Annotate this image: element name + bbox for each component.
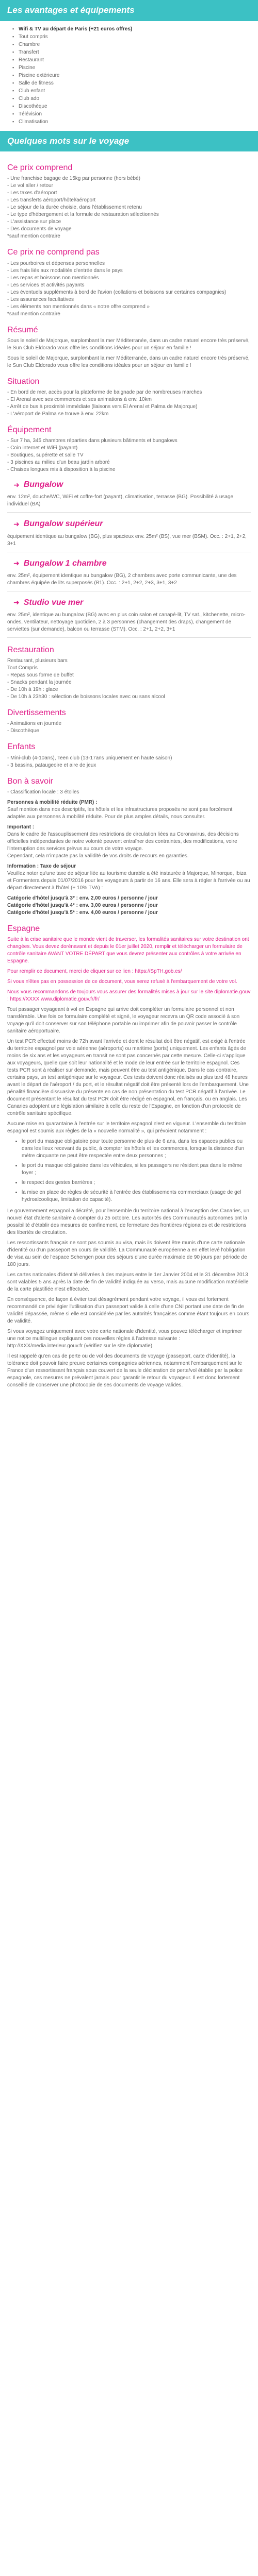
advantage-item: ▪ Discothèque [19, 103, 251, 110]
equipment-line: - Sur 7 ha, 345 chambres réparties dans plusieurs bâtiments et bungalows [7, 438, 178, 444]
advantage-item: ▪ Piscine extérieure [19, 72, 251, 79]
room-heading[interactable] [13, 557, 251, 569]
children-line: - 3 bassins, pataugeoire et aire de jeux [7, 762, 96, 768]
spain-alert-1: Suite à la crise sanitaire que le monde vient de traverser, les formalités sanitaires sur votre destination ont changées. Vous devez dorénavant et depuis le 01er juillet 2020, remplir et télécharger un formulaire de contrôle sanitaire AVANT VOTRE DÉPART que vous devrez présenter aux contrôles à votre arrivée en Espagne. [7, 936, 249, 964]
spain-title: Espagne [7, 924, 40, 933]
advantage-item: ▪ Club ado [19, 95, 251, 103]
divider [7, 637, 251, 638]
entertainment-list [7, 720, 251, 735]
room-name: Bungalow 1 chambre [23, 558, 107, 568]
rooms [7, 479, 251, 638]
price-excluded-list [7, 260, 251, 318]
spain-paragraph-1: Tout passager voyageant à vol en Espagne qui arrive doit compléter un formulaire personnel et non transférable. Une fois ce formulaire complété et signé, le voyageur recevra un QR code associé à son voyage qu'il doit conserver sur son téléphone portable ou imprimer afin de pouvoir passer le contrôle sanitaire aéroportuaire. [7, 1006, 240, 1034]
tax-lines [7, 895, 251, 917]
equipment-line: - 3 piscines au milieu d'un beau jardin arboré [7, 460, 110, 466]
arrow-right-icon: ➜ [13, 598, 20, 607]
important [7, 824, 251, 860]
included-line: - Les taxes d'aéroport [7, 190, 57, 196]
price-included-list [7, 175, 251, 240]
advantage-item: ▪ Tout compris [19, 33, 251, 41]
summary-text-2: Sous le soleil de Majorque, surplombant la mer Méditerranée, dans un cadre naturel encore très préservé, le Sun Club Eldorado vous offre les conditions idéales pour un séjour en famille ! [7, 355, 250, 368]
tourist-tax [7, 863, 251, 892]
restaurant-line: Tout Compris [7, 665, 38, 671]
reduced-mobility [7, 799, 251, 821]
advantages-band: Les avantages et équipements [0, 0, 258, 21]
summary-text-1: Sous le soleil de Majorque, surplombant la mer Méditerranée, dans un cadre naturel encore très préservé, le Sun Club Eldorado vous offre les conditions idéales pour un séjour en famille ! [7, 337, 250, 351]
advantage-item: ▪ Chambre [19, 41, 251, 48]
spain-paragraph-2: Un test PCR effectué moins de 72h avant l'arrivée et dont le résultat doit être négatif, est exigé à l'entrée du territoire espagnol par voie aérienne (aéroports) ou maritime (ports) uniquement. Les enfants âgés de moins de six ans et les voyageurs en transit ne sont pas concernés par cette mesure. Celle-ci s'applique aux voyageurs, quelle que soit leur nationalité et le mode de leur entrée sur le territoire espagnol. Ces tests PCR sont à réaliser sur demande, mais peuvent être au test antigénique. Dans le cas contraire, certains pays, un test antigénique sur le voyageur. Ces tests doivent donc réalisés au plus tard 48 heures avant le départ de l'aéroport / du port, et le résultat négatif doit être présenté lors de l'embarquement. Une pénalité financière dissuasive du présente en cas de non présentation du test PCR négatif à l'arrivée. Le document présentant le résultat du test PCR doit être rédigé en espagnol, en français, ou en anglais. Les Canaries adoptent une législation similaire à celle du reste de l'Espagne, en fonction d'un protocole de contrôle sanitaire spécifique. [7, 1038, 249, 1116]
tourist-tax-label: Information : Taxe de séjour [7, 863, 76, 869]
good-to-know-line: - Classification locale : 3 étoiles [7, 789, 79, 795]
summary-title: Résumé [7, 325, 38, 334]
equipment-line: - Chaises longues mis à disposition à la piscine [7, 467, 116, 473]
excluded-line: - Les services et activités payants [7, 282, 85, 288]
equipment-line: - Boutiques, supérette et salle TV [7, 452, 84, 459]
tax-line: Catégorie d'hôtel jusqu'à 3* : env. 2,00 euros / personne / jour [7, 895, 158, 901]
included-line: - L'assistance sur place [7, 219, 61, 225]
divider [7, 512, 251, 513]
excluded-line: - Les assurances facultatives [7, 296, 74, 302]
room-description: équipement identique au bungalow (BG), plus spacieux env. 25m² (BS), vue mer (BSM). Occ. : 2+1, 2+2, 3+1 [7, 533, 247, 547]
restaurant-line: - Snacks pendant la journée [7, 680, 72, 686]
included-line: *sauf mention contraire [7, 233, 60, 240]
room-description: env. 25m², équipement identique au bungalow (BG), 2 chambres avec porte communicante, une des chambres équipée de lits superposés (B1). Occ. : 2+1, 2+2, 2+3, 3+1, 3+2 [7, 572, 237, 586]
advantage-item: ▪ Télévision [19, 110, 251, 118]
tax-line: Catégorie d'hôtel jusqu'à 4* : env. 3,00 euros / personne / jour [7, 902, 158, 908]
restaurant-list [7, 657, 251, 701]
advantage-item: ▪ Wifi & TV au départ de Paris (+21 euros offres) [19, 25, 251, 33]
room-name: Bungalow [23, 480, 63, 489]
spain-paragraph-5: Les ressortissants français ne sont pas soumis au visa, mais ils doivent être munis d'une carte nationale d'identité ou d'un passeport en cours de validité. La Communauté européenne a en effet levé l'obligation de visa au sein de l'espace Schengen pour des séjours d'une durée maximale de 90 jours par période de 180 jours. [7, 1240, 247, 1267]
excluded-line: - Les éléments non mentionnés dans « notre offre comprend » [7, 303, 150, 310]
arrow-right-icon: ➜ [13, 559, 20, 568]
advantages-section [0, 21, 258, 131]
important-text-2: Cependant, cela n'impacte pas la validité de vos droits de recours en garanties. [7, 853, 189, 859]
spain-paragraph-4: Le gouvernement espagnol a décrété, pour l'ensemble du territoire national à l'exception des Canaries, un nouvel état d'alerte sanitaire à compter du 25 octobre. Les autorités des Communautés autonomes ont la possibilité d'établir des mesures de confinement, de fermeture des frontières régionales et de restrictions des libertés de circulation. [7, 1208, 250, 1235]
advantage-item: ▪ Club enfant [19, 87, 251, 95]
children-line: - Mini-club (4-10ans), Teen club (13-17ans uniquement en haute saison) [7, 755, 172, 761]
price-excluded-title: Ce prix ne comprend pas [7, 248, 100, 257]
details-section [0, 151, 258, 1397]
room-description: env. 25m², identique au bungalow (BG) avec en plus coin salon et canapé-lit, TV sat., kitchenette, micro-ondes, ventilateur, nettoyage quotidien, 2 à 3 personnes (changement des draps), changement de serviettes (sur demande), balcon ou terrasse (STM). Occ. : 2+1, 2+2, 3+1 [7, 612, 246, 632]
children-list [7, 755, 251, 769]
tax-line: Catégorie d'hôtel jusqu'à 5* : env. 4,00 euros / personne / jour [7, 909, 158, 916]
entertainment-line: - Animations en journée [7, 721, 62, 727]
reduced-mobility-text: Sauf mention dans nos descriptifs, les hôtels et les infrastructures proposés ne sont pas forcément adaptés aux personnes à mobilité réduite. Pour de plus amples détails, nous consulter. [7, 806, 233, 820]
restaurant-line: Restaurant, plusieurs bars [7, 658, 68, 664]
advantage-item: ▪ Salle de fitness [19, 79, 251, 87]
excluded-line: - Les pourboires et dépenses personnelles [7, 260, 105, 266]
room-name: Studio vue mer [23, 598, 84, 607]
spain-paragraph-3: Aucune mise en quarantaine à l'entrée sur le territoire espagnol n'est en vigueur. L'ensemble du territoire espagnol est soumis aux règles de la « nouvelle normalité », qui prévoient notamment : [7, 1121, 247, 1134]
situation-title: Situation [7, 377, 40, 386]
room-name: Bungalow supérieur [23, 519, 103, 529]
equipment-list [7, 437, 251, 473]
situation-line: - Arrêt de bus à proximité immédiate (liaisons vers El Arenal et Palma de Majorque) [7, 404, 198, 410]
included-line: - Le séjour de la durée choisie, dans l'établissement retenu [7, 205, 142, 211]
included-line: - Les transferts aéroport/hôtel/aéroport [7, 197, 96, 204]
room-heading[interactable] [13, 597, 251, 608]
spain-bullet: • le port du masque obligatoire dans les véhicules, si les passagers ne résident pas dans le même foyer ; [22, 1162, 251, 1177]
restaurant-line: - Repas sous forme de buffet [7, 672, 74, 679]
spain-alert-3: Si vous n'êtes pas en possession de ce document, vous serez refusé à l'embarquement de votre vol. [7, 978, 237, 985]
included-line: - Des documents de voyage [7, 226, 72, 232]
equipment-title: Équipement [7, 426, 52, 435]
arrow-right-icon: ➜ [13, 480, 20, 489]
details-band: Quelques mots sur le voyage [0, 131, 258, 152]
good-to-know-list [7, 789, 251, 796]
situation-list [7, 389, 251, 418]
spain-bullets [7, 1138, 251, 1204]
spain-paragraph-9: Il est rappelé qu'en cas de perte ou de vol des documents de voyage (passeport, carte d'identité), la tolérance doit pouvoir faire preuve certaines compagnies aériennes, notamment l'embarquement sur le France d'un ressortissant français sous couvert de la seule déclaration de perte/vol établie par la police espagnole, ces mesures ne prévalent jamais pour garantir le retour du voyageur. Il est donc fortement conseillé de conserver une photocopie de ses documents de voyage valides. [7, 1353, 243, 1388]
included-line: - Le type d'hébergement et la formule de restauration sélectionnés [7, 212, 159, 218]
arrow-right-icon: ➜ [13, 519, 20, 528]
children-title: Enfants [7, 742, 36, 752]
important-label: Important : [7, 824, 35, 830]
equipment-line: - Coin internet et WiFi (payant) [7, 445, 78, 451]
restaurant-line: - De 10h à 19h : glace [7, 687, 58, 693]
spain-alert-4[interactable]: Nous vous recommandons de toujours vous assurer des formalités mises à jour sur le site diplomatie.gouv : https://XXXX www.diplomatie.gouv.fr/fr/ [7, 989, 251, 1002]
situation-line: - En bord de mer, accès pour la plateforme de baignade par de nombreuses marches [7, 389, 202, 396]
restaurant-title: Restauration [7, 645, 54, 654]
room-description: env. 12m², douche/WC, WiFi et coffre-fort (payant), climatisation, terrasse (BG). Possibilité à usage individuel (BA) [7, 494, 234, 507]
advantage-item: ▪ Climatisation [19, 118, 251, 126]
excluded-line: - Les repas et boissons non mentionnés [7, 275, 99, 281]
situation-line: - El Arenal avec ses commerces et ses animations à env. 10km [7, 397, 152, 403]
entertainment-title: Divertissements [7, 708, 66, 718]
good-to-know-title: Bon à savoir [7, 776, 53, 786]
price-included-title: Ce prix comprend [7, 163, 73, 173]
entertainment-line: - Discothèque [7, 728, 39, 734]
advantages-list [7, 25, 251, 126]
included-line: - Une franchise bagage de 15kg par personne (hors bébé) [7, 176, 140, 182]
spain-paragraph-8: Si vous voyagez uniquement avec votre carte nationale d'identité, vous pouvez télécharger et imprimer une notice multilingue expliquant ces nouvelles règles à l'adresse suivante : http://XXX/media.interieur.gouv.fr (vérifiez sur le site diplomatie). [7, 1328, 242, 1349]
tourist-tax-text: Veuillez noter qu'une taxe de séjour liée au tourisme durable a été instaurée à Majorque, Minorque, Ibiza et Formentera depuis 01/07/2016 pour les voyageurs à partir de 16 ans. Elle sera à régler à l'arrivée ou au départ directement à l'hôtel (+ 10% TVA) : [7, 870, 250, 891]
important-text: Dans le cadre de l'assouplissement des restrictions de circulation liées au Coronavirus, des décisions officielles indépendantes de notre volonté peuvent entraîner des contraintes, des modifications, voire l'interruption des services prévus au cours de votre voyage. [7, 831, 239, 852]
spain-bullet: • la mise en place de règles de sécurité à l'entrée des établissements commerciaux (usage de gel hydroalcoolique, limitation de capacité). [22, 1189, 251, 1204]
spain-alert-2[interactable]: Pour remplir ce document, merci de cliquer sur ce lien : https://SpTH.gob.es/ [7, 968, 182, 974]
spain-bullet: • le port du masque obligatoire pour toute personne de plus de 6 ans, dans les espaces publics ou dans les lieux recevant du public, à compter les hôtels et les commerces, lorsque la distance d'un mètre cinquante ne peut être respectée entre deux personnes ; [22, 1138, 251, 1160]
spain-paragraph-7: En conséquence, de façon à éviter tout désagrément pendant votre voyage, il vous est fortement recommandé de privilégier l'utilisation d'un passeport valide à celle d'une CNI portant une date de fin de validité dépassée, même si elle est considérée par les autorités françaises comme étant toujours en cours de validité. [7, 1296, 250, 1324]
room-heading[interactable] [13, 479, 251, 490]
included-line: - Le vol aller / retour [7, 183, 53, 189]
advantage-item: ▪ Piscine [19, 64, 251, 72]
spain-paragraph-6: Les cartes nationales d'identité délivrées à des majeurs entre le 1er Janvier 2004 et le 31 décembre 2013 sont valables 5 ans après la date de fin de validité indiquée au verso, mais aucune modification matérielle de la carte plastifiée n'est effectuée. [7, 1272, 249, 1292]
situation-line: - L'aéroport de Palma se trouve à env. 22km [7, 411, 109, 417]
excluded-line: - Les éventuels suppléments à bord de l'avion (collations et boissons sur certaines compagnies) [7, 289, 227, 295]
advantage-item: ▪ Transfert [19, 48, 251, 56]
restaurant-line: - De 10h à 23h30 : sélection de boissons locales avec ou sans alcool [7, 694, 165, 700]
excluded-line: *sauf mention contraire [7, 311, 60, 317]
reduced-mobility-label: Personnes à mobilité réduite (PMR) : [7, 799, 98, 805]
room-heading[interactable] [13, 518, 251, 530]
advantage-item: ▪ Restaurant [19, 56, 251, 64]
excluded-line: - Les frais liés aux modalités d'entrée dans le pays [7, 267, 123, 274]
spain-bullet: • le respect des gestes barrières ; [22, 1179, 251, 1187]
